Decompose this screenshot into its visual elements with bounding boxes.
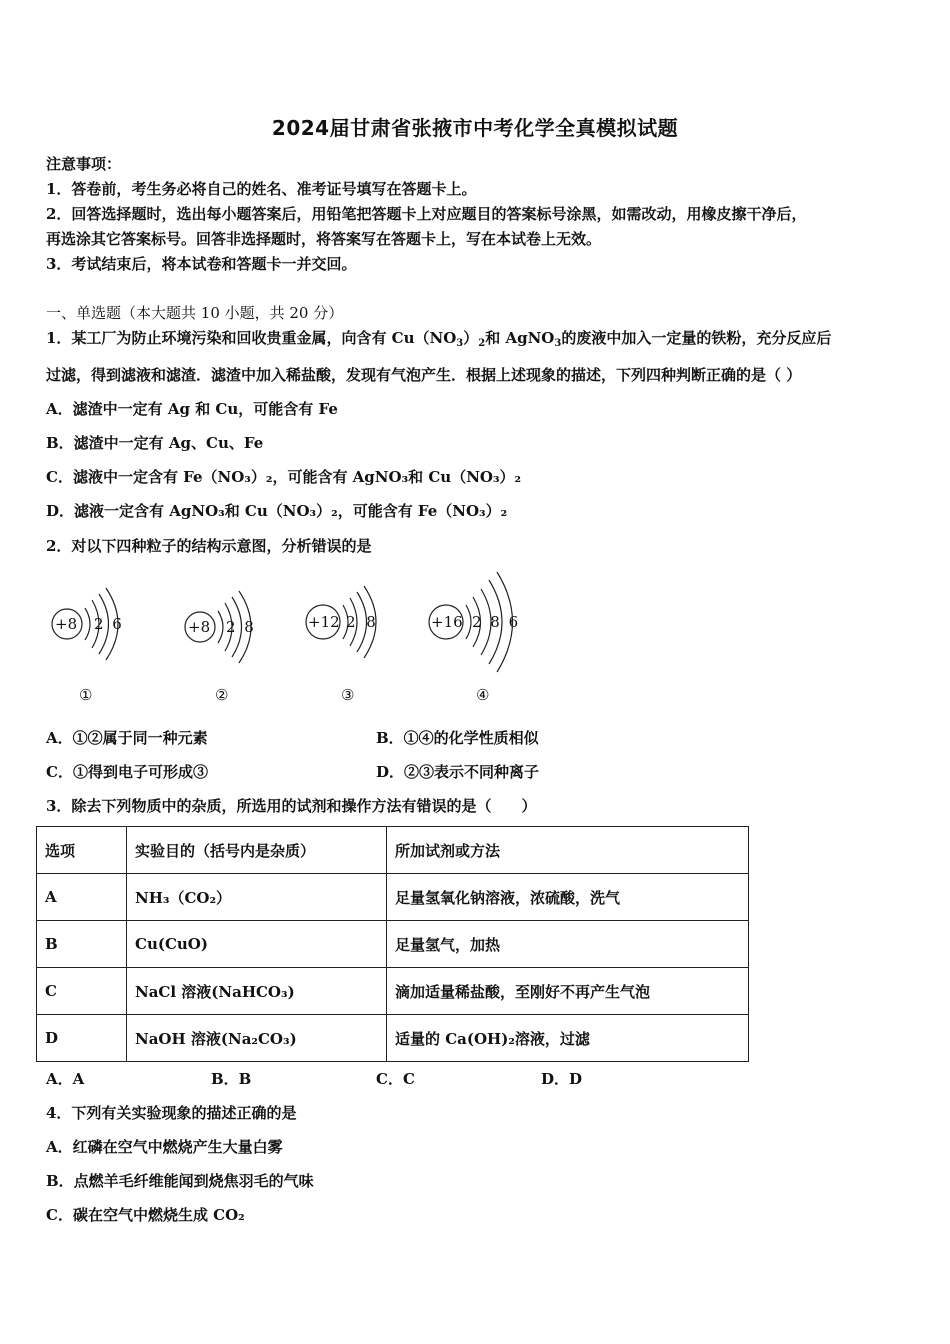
table-cell: B [37, 921, 127, 968]
page-title: 2024届甘肃省张掖市中考化学全真模拟试题 [271, 116, 679, 140]
table-cell: D [37, 1015, 127, 1062]
q2-option-a: A．①②属于同一种元素 [46, 729, 208, 747]
table-cell: 足量氢气，加热 [387, 921, 749, 968]
table-cell: 滴加适量稀盐酸，至刚好不再产生气泡 [387, 968, 749, 1015]
notice-item: 再选涂其它答案标号。回答非选择题时，将答案写在答题卡上，写在本试卷上无效。 [46, 230, 602, 248]
q4-option-b: B．点燃羊毛纤维能闻到烧焦羽毛的气味 [46, 1172, 314, 1190]
q2-stem: 2．对以下四种粒子的结构示意图，分析错误的是 [46, 537, 372, 555]
table-cell: 足量氢氧化钠溶液，浓硫酸，洗气 [387, 874, 749, 921]
atom-structure-diagrams [40, 560, 600, 710]
notice-item: 1．答卷前，考生务必将自己的姓名、准考证号填写在答题卡上。 [46, 180, 477, 198]
atom-4-nucleus: +16 [431, 613, 463, 631]
table-cell: Cu(CuO) [127, 921, 387, 968]
atom-1-nucleus: +8 [55, 615, 78, 633]
table-cell: A [37, 874, 127, 921]
q3-answer-a: A．A [46, 1070, 85, 1088]
notice-item: 2．回答选择题时，选出每小题答案后，用铅笔把答题卡上对应题目的答案标号涂黑，如需改动，用橡皮擦干净后， [46, 205, 807, 223]
q1-option-d: D．滤液一定含有 AgNO₃和 Cu（NO₃）₂，可能含有 Fe（NO₃）₂ [46, 502, 508, 520]
q2-option-d: D．②③表示不同种离子 [376, 763, 540, 781]
section-heading: 一、单选题（本大题共 10 小题，共 20 分） [46, 304, 344, 322]
table-cell: NH₃（CO₂） [127, 874, 387, 921]
atom-4-label: ④ [476, 686, 490, 704]
q3-answer-c: C．C [376, 1070, 415, 1088]
q3-stem: 3．除去下列物质中的杂质，所选用的试剂和操作方法有错误的是（ ） [46, 797, 537, 815]
q4-option-c: C．碳在空气中燃烧生成 CO₂ [46, 1206, 245, 1224]
q4-stem: 4．下列有关实验现象的描述正确的是 [46, 1104, 297, 1122]
q3-table [36, 826, 749, 1062]
q1-stem-line1: 1．某工厂为防止环境污染和回收贵重金属，向含有 $Cu(NO_3)_2$和 AgNO$_3$的废液中加入一定量的铁粉，充分反应后 [46, 329, 832, 349]
notice-heading: 注意事项： [46, 155, 122, 173]
table-header-cell: 所加试剂或方法 [387, 827, 749, 874]
table-cell: C [37, 968, 127, 1015]
table-row [37, 1015, 749, 1062]
atom-2-shells: 2 8 [226, 618, 256, 636]
q2-option-b: B．①④的化学性质相似 [376, 729, 539, 747]
atom-diagrams-svg [40, 560, 600, 710]
table-header-cell: 选项 [37, 827, 127, 874]
q3-answer-d: D．D [541, 1070, 583, 1088]
atom-1-shells: 2 6 [94, 615, 124, 633]
table-cell: 适量的 Ca(OH)₂溶液，过滤 [387, 1015, 749, 1062]
atom-4-shells: 2 8 6 [472, 613, 521, 631]
q1-stem-line2: 过滤，得到滤液和滤渣．滤渣中加入稀盐酸，发现有气泡产生．根据上述现象的描述，下列四种判断正确的是（ ） [46, 366, 802, 384]
q3-answer-b: B．B [211, 1070, 252, 1088]
q1-option-b: B．滤渣中一定有 Ag、Cu、Fe [46, 434, 264, 452]
table-row [37, 921, 749, 968]
q2-option-c: C．①得到电子可形成③ [46, 763, 208, 781]
atom-2-nucleus: +8 [188, 618, 211, 636]
q1-option-a: A．滤渣中一定有 Ag 和 Cu，可能含有 Fe [46, 400, 338, 418]
q4-option-a: A．红磷在空气中燃烧产生大量白雾 [46, 1138, 283, 1156]
notice-item: 3．考试结束后，将本试卷和答题卡一并交回。 [46, 255, 357, 273]
atom-3-shells: 2 8 [346, 613, 379, 631]
table-row [37, 874, 749, 921]
table-header-row [37, 827, 749, 874]
q1-option-c: C．滤液中一定含有 Fe（NO₃）₂，可能含有 AgNO₃和 Cu（NO₃）₂ [46, 468, 522, 486]
atom-2-label: ② [215, 686, 229, 704]
table-header-cell: 实验目的（括号内是杂质） [127, 827, 387, 874]
table-cell: NaOH 溶液(Na₂CO₃) [127, 1015, 387, 1062]
atom-3-label: ③ [341, 686, 355, 704]
table-cell: NaCl 溶液(NaHCO₃) [127, 968, 387, 1015]
table-row [37, 968, 749, 1015]
atom-1-label: ① [79, 686, 93, 704]
atom-3-nucleus: +12 [308, 613, 340, 631]
